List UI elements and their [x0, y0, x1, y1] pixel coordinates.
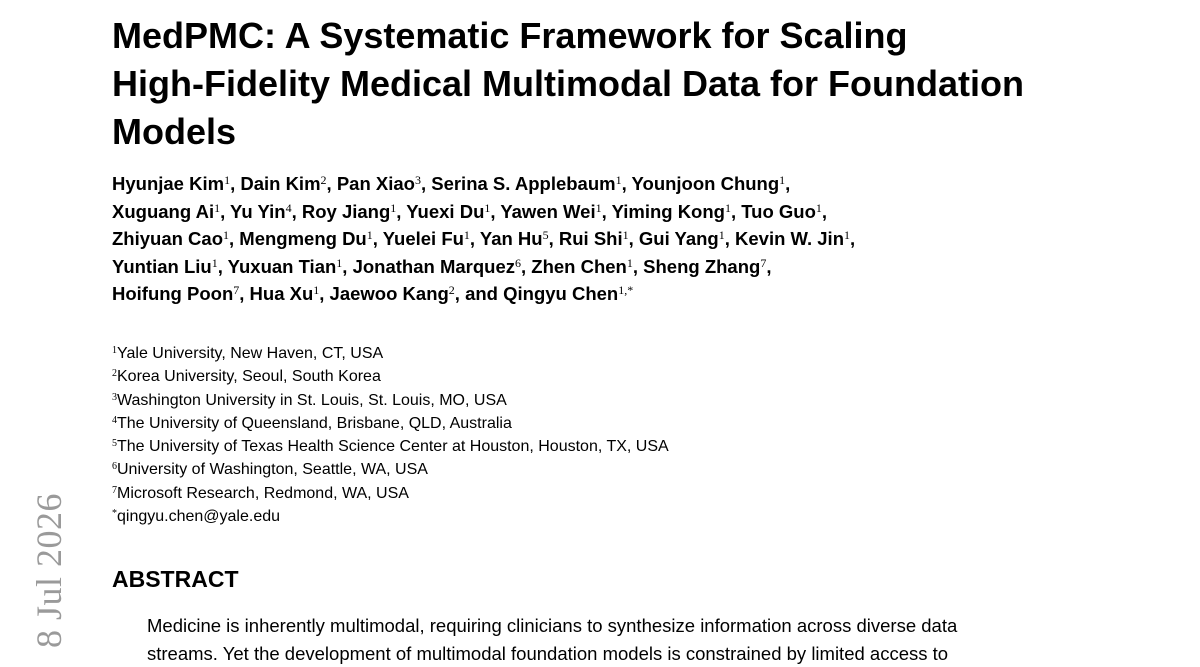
- author-separator: ,: [602, 201, 612, 222]
- author-affiliation-marker: 4: [286, 201, 292, 215]
- author-affiliation-marker: 1: [779, 173, 785, 187]
- affiliation-marker: 2: [112, 368, 117, 379]
- author-name: Dain Kim: [240, 173, 320, 194]
- author-name: Yiming Kong: [612, 201, 725, 222]
- author-name: Mengmeng Du: [239, 228, 366, 249]
- author-name: Qingyu Chen: [503, 283, 618, 304]
- affiliation-item: [112, 505, 1112, 528]
- abstract-line: Medicine is inherently multimodal, requiring clinicians to synthesize information across diverse data: [112, 612, 1092, 640]
- author-affiliation-marker: 1: [464, 228, 470, 242]
- author-name: Yuexi Du: [406, 201, 484, 222]
- author-name: Kevin W. Jin: [735, 228, 844, 249]
- title-line: Models: [112, 108, 1182, 156]
- affiliation-text: Microsoft Research, Redmond, WA, USA: [117, 485, 409, 502]
- author-separator: ,: [633, 256, 643, 277]
- author-line: [112, 198, 1172, 226]
- author-separator: ,: [229, 228, 239, 249]
- author-affiliation-marker: 1: [627, 256, 633, 270]
- author-separator: ,: [421, 173, 431, 194]
- author-name: Hoifung Poon: [112, 283, 233, 304]
- author-separator: ,: [230, 173, 240, 194]
- affiliation-item: [112, 435, 1112, 458]
- affiliation-marker: 7: [112, 485, 117, 496]
- author-line: [112, 225, 1172, 253]
- submission-date: 8 Jul 2026: [28, 493, 70, 648]
- author-name: Yu Yin: [230, 201, 286, 222]
- author-affiliation-marker: 1: [719, 228, 725, 242]
- abstract-text: [112, 612, 1092, 667]
- author-affiliation-marker: 1: [224, 173, 230, 187]
- author-name: Gui Yang: [639, 228, 719, 249]
- author-affiliation-marker: 1: [336, 256, 342, 270]
- author-name: Yawen Wei: [500, 201, 595, 222]
- author-separator: ,: [342, 256, 352, 277]
- author-line: [112, 170, 1172, 198]
- affiliation-text: Korea University, Seoul, South Korea: [117, 368, 381, 385]
- paper-title: [112, 12, 1182, 156]
- author-separator: ,: [725, 228, 735, 249]
- author-affiliation-marker: 1: [484, 201, 490, 215]
- author-name: Yan Hu: [480, 228, 543, 249]
- author-affiliation-marker: 1: [616, 173, 622, 187]
- affiliation-text: Washington University in St. Louis, St. Louis, MO, USA: [117, 392, 507, 409]
- affiliation-marker: 4: [112, 415, 117, 426]
- title-line: MedPMC: A Systematic Framework for Scaling: [112, 12, 1182, 60]
- author-separator: ,: [822, 201, 827, 222]
- author-separator: ,: [850, 228, 855, 249]
- affiliation-marker: *: [112, 508, 117, 519]
- author-name: Yuxuan Tian: [228, 256, 337, 277]
- affiliation-marker: 6: [112, 461, 117, 472]
- author-separator: ,: [239, 283, 249, 304]
- author-affiliation-marker: 1: [214, 201, 220, 215]
- author-affiliation-marker: 7: [233, 283, 239, 297]
- author-separator: ,: [622, 173, 632, 194]
- affiliation-marker: 3: [112, 392, 117, 403]
- author-separator: ,: [220, 201, 230, 222]
- author-separator: ,: [549, 228, 559, 249]
- author-name: Jonathan Marquez: [353, 256, 515, 277]
- affiliation-item: [112, 458, 1112, 481]
- affiliation-text: Yale University, New Haven, CT, USA: [117, 345, 383, 362]
- affiliation-item: [112, 365, 1112, 388]
- author-affiliation-marker: 1: [596, 201, 602, 215]
- author-separator: ,: [470, 228, 480, 249]
- author-separator: ,: [373, 228, 383, 249]
- author-affiliation-marker: 1: [844, 228, 850, 242]
- author-affiliation-marker: 6: [515, 256, 521, 270]
- author-affiliation-marker: 1: [367, 228, 373, 242]
- author-name: Yuelei Fu: [383, 228, 464, 249]
- author-name: Yuntian Liu: [112, 256, 212, 277]
- author-affiliation-marker: 7: [760, 256, 766, 270]
- author-separator: ,: [292, 201, 302, 222]
- affiliation-item: [112, 482, 1112, 505]
- author-name: Younjoon Chung: [632, 173, 780, 194]
- author-affiliation-marker: 1: [212, 256, 218, 270]
- arxiv-side-stamp: [20, 473, 72, 648]
- author-name: Rui Shi: [559, 228, 623, 249]
- author-affiliation-marker: 1: [223, 228, 229, 242]
- author-affiliation-marker: 1: [725, 201, 731, 215]
- author-line: [112, 253, 1172, 281]
- author-name: Zhen Chen: [531, 256, 627, 277]
- author-name: Hua Xu: [250, 283, 314, 304]
- author-name: Roy Jiang: [302, 201, 390, 222]
- author-affiliation-marker: 1: [390, 201, 396, 215]
- author-separator: ,: [629, 228, 639, 249]
- author-separator: ,: [490, 201, 500, 222]
- author-separator: ,: [396, 201, 406, 222]
- author-separator: ,: [319, 283, 329, 304]
- author-name: Tuo Guo: [741, 201, 816, 222]
- affiliation-text: The University of Texas Health Science Center at Houston, Houston, TX, USA: [117, 438, 669, 455]
- author-affiliation-marker: 1: [313, 283, 319, 297]
- author-separator: ,: [218, 256, 228, 277]
- abstract-line: streams. Yet the development of multimodal foundation models is constrained by limited access to: [112, 640, 1092, 667]
- author-separator: ,: [766, 256, 771, 277]
- author-name: Xuguang Ai: [112, 201, 214, 222]
- author-affiliation-marker: 2: [321, 173, 327, 187]
- author-affiliation-marker: 1: [623, 228, 629, 242]
- affiliation-item: [112, 342, 1112, 365]
- author-separator: ,: [731, 201, 741, 222]
- author-separator: , and: [455, 283, 503, 304]
- author-name: Pan Xiao: [337, 173, 415, 194]
- author-affiliation-marker: 3: [415, 173, 421, 187]
- author-separator: ,: [785, 173, 790, 194]
- abstract-heading: ABSTRACT: [112, 564, 239, 594]
- author-affiliation-marker: 5: [543, 228, 549, 242]
- affiliation-text: The University of Queensland, Brisbane, QLD, Australia: [117, 415, 512, 432]
- author-affiliation-marker: 2: [449, 283, 455, 297]
- affiliation-item: [112, 412, 1112, 435]
- author-line: [112, 280, 1172, 308]
- affiliation-item: [112, 389, 1112, 412]
- author-list: [112, 170, 1172, 308]
- affiliation-marker: 5: [112, 438, 117, 449]
- title-line: High-Fidelity Medical Multimodal Data for Foundation: [112, 60, 1182, 108]
- author-affiliation-marker: 1,*: [618, 283, 633, 297]
- affiliation-text: University of Washington, Seattle, WA, USA: [117, 461, 428, 478]
- author-name: Sheng Zhang: [643, 256, 760, 277]
- author-name: Jaewoo Kang: [330, 283, 449, 304]
- affiliation-list: [112, 342, 1112, 528]
- author-name: Hyunjae Kim: [112, 173, 224, 194]
- affiliation-text: qingyu.chen@yale.edu: [117, 508, 280, 525]
- author-separator: ,: [521, 256, 531, 277]
- affiliation-marker: 1: [112, 345, 117, 356]
- author-affiliation-marker: 1: [816, 201, 822, 215]
- author-name: Zhiyuan Cao: [112, 228, 223, 249]
- author-name: Serina S. Applebaum: [431, 173, 615, 194]
- author-separator: ,: [327, 173, 337, 194]
